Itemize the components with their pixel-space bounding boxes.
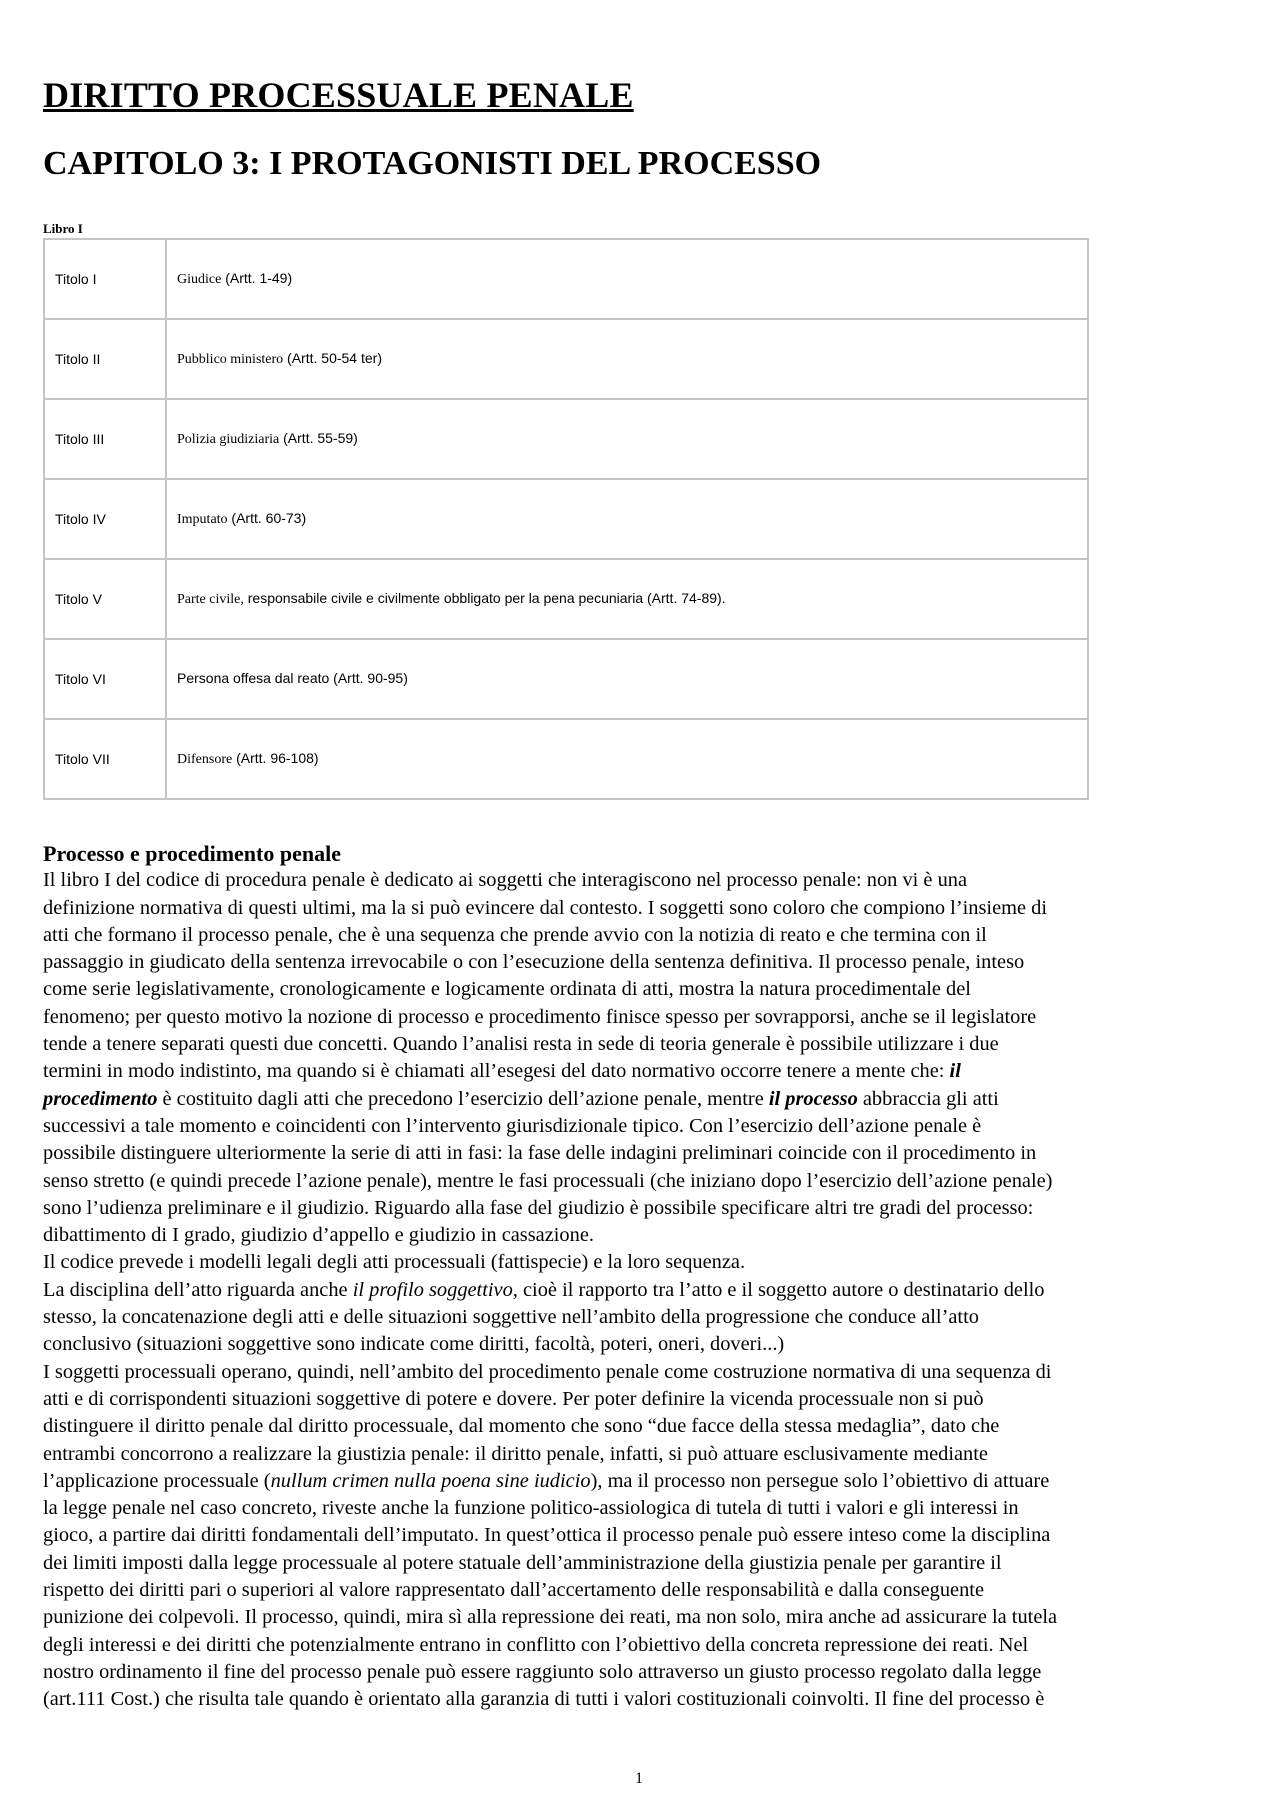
text-line bbox=[43, 1468, 1235, 1495]
text-segment: atti e di corrispondenti situazioni soggettive di potere e dovere. Per poter definire la vicenda processuale non si può bbox=[43, 1387, 984, 1410]
table-row bbox=[44, 719, 1088, 799]
text-line bbox=[43, 1249, 1235, 1276]
body-text bbox=[43, 840, 1235, 1714]
description-name: Imputato bbox=[177, 512, 228, 527]
text-line bbox=[43, 1550, 1235, 1577]
text-line bbox=[43, 1222, 1235, 1249]
text-line bbox=[43, 1686, 1235, 1713]
text-line bbox=[43, 1304, 1235, 1331]
text-line bbox=[43, 1604, 1235, 1631]
description-articles: Persona offesa dal reato (Artt. 90-95) bbox=[177, 670, 408, 686]
titolo-cell: Titolo VI bbox=[44, 639, 166, 719]
text-segment: il profilo soggettivo, bbox=[352, 1278, 518, 1301]
description-cell bbox=[166, 479, 1088, 559]
text-segment: termini in modo indistinto, ma quando si è chiamati all’esegesi del dato normativo occorre tenere a mente che: bbox=[43, 1060, 950, 1083]
chapter-title: CAPITOLO 3: I PROTAGONISTI DEL PROCESSO bbox=[43, 145, 822, 182]
text-segment: il bbox=[949, 1060, 961, 1083]
description-name: Giudice bbox=[177, 272, 222, 287]
text-segment: distinguere il diritto penale dal diritto processuale, dal momento che sono “due facce della stessa medaglia”, dato che bbox=[43, 1415, 1000, 1438]
document-title: DIRITTO PROCESSUALE PENALE bbox=[43, 75, 634, 115]
table-row bbox=[44, 239, 1088, 319]
text-segment: atti che formano il processo penale, che è una sequenza che prende avvio con la notizia di reato e che termina con il bbox=[43, 923, 987, 946]
text-line bbox=[43, 1413, 1235, 1440]
text-segment: gioco, a partire dai diritti fondamentali dell’imputato. In quest’ottica il processo penale può essere inteso come la disciplina bbox=[43, 1524, 1051, 1547]
text-segment: tende a tenere separati questi due concetti. Quando l’analisi resta in sede di teoria generale è possibile utilizzare i due bbox=[43, 1033, 999, 1056]
text-line bbox=[43, 1359, 1235, 1386]
description-name: Parte civile, bbox=[177, 592, 244, 607]
text-line bbox=[43, 1632, 1235, 1659]
text-segment: fenomeno; per questo motivo la nozione di processo e procedimento finisce spesso per sovrapporsi, anche se il legislatore bbox=[43, 1005, 1037, 1028]
text-line bbox=[43, 1113, 1235, 1140]
text-line bbox=[43, 1331, 1235, 1358]
description-articles: (Artt. 96-108) bbox=[232, 750, 319, 766]
text-segment: La disciplina dell’atto riguarda anche bbox=[43, 1278, 353, 1301]
text-segment: procedimento bbox=[43, 1087, 158, 1110]
table-row bbox=[44, 639, 1088, 719]
text-segment: abbraccia gli atti bbox=[857, 1087, 999, 1110]
text-line bbox=[43, 1495, 1235, 1522]
description-articles: (Artt. 1-49) bbox=[221, 270, 293, 286]
text-line bbox=[43, 1659, 1235, 1686]
titolo-cell: Titolo III bbox=[44, 399, 166, 479]
text-line bbox=[43, 1058, 1235, 1085]
text-segment: il processo bbox=[768, 1087, 858, 1110]
text-segment: possibile distinguere ulteriormente la serie di atti in fasi: la fase delle indagini preliminari coincide con il procedimento in bbox=[43, 1142, 1037, 1165]
text-segment: dei limiti imposti dalla legge processuale al potere statuale dell’amministrazione della giustizia penale per garantire il bbox=[43, 1551, 1002, 1574]
titolo-cell: Titolo V bbox=[44, 559, 166, 639]
titolo-cell: Titolo II bbox=[44, 319, 166, 399]
text-segment: degli interessi e dei diritti che potenzialmente entrano in conflitto con l’obiettivo della concreta repressione dei reati. Nel bbox=[43, 1633, 1029, 1656]
description-cell bbox=[166, 319, 1088, 399]
text-line bbox=[43, 1277, 1235, 1304]
description-cell bbox=[166, 639, 1088, 719]
libro-label: Libro I bbox=[43, 221, 83, 236]
description-cell bbox=[166, 559, 1088, 639]
text-line bbox=[43, 1522, 1235, 1549]
text-line bbox=[43, 1086, 1235, 1113]
description-name: Difensore bbox=[177, 752, 233, 767]
description-articles: responsabile civile e civilmente obbligato per la pena pecuniaria (Artt. 74-89). bbox=[243, 590, 726, 606]
text-segment: successivi a tale momento e coincidenti con l’intervento giurisdizionale tipico. Con l’esercizio dell’azione penale è bbox=[43, 1114, 982, 1137]
text-segment: sono l’udienza preliminare e il giudizio. Riguardo alla fase del giudizio è possibile specificare altri tre gradi del processo: bbox=[43, 1196, 1034, 1219]
text-segment: nostro ordinamento il fine del processo penale può essere raggiunto solo attraverso un giusto processo regolato dalla legge bbox=[43, 1660, 1042, 1683]
text-line bbox=[43, 1195, 1235, 1222]
text-line bbox=[43, 867, 1235, 894]
description-name: Polizia giudiziaria bbox=[177, 432, 280, 447]
text-segment: è costituito dagli atti che precedono l’esercizio dell’azione penale, mentre bbox=[157, 1087, 769, 1110]
text-segment: stesso, la concatenazione degli atti e delle situazioni soggettive nell’ambito della progressione che conduce all’atto bbox=[43, 1306, 979, 1329]
table-row bbox=[44, 319, 1088, 399]
text-segment: cioè il rapporto tra l’atto e il soggetto autore o destinatario dello bbox=[517, 1278, 1045, 1301]
text-segment: l’applicazione processuale ( bbox=[43, 1469, 271, 1492]
titolo-cell: Titolo VII bbox=[44, 719, 166, 799]
text-segment: entrambi concorrono a realizzare la giustizia penale: il diritto penale, infatti, si può attuare esclusivamente mediante bbox=[43, 1442, 988, 1465]
text-segment: dibattimento di I grado, giudizio d’appello e giudizio in cassazione. bbox=[43, 1224, 594, 1247]
description-articles: (Artt. 50-54 ter) bbox=[283, 350, 382, 366]
titolo-cell: Titolo IV bbox=[44, 479, 166, 559]
text-line bbox=[43, 1140, 1235, 1167]
description-cell bbox=[166, 399, 1088, 479]
text-segment: ), ma il processo non persegue solo l’obiettivo di attuare bbox=[590, 1469, 1050, 1492]
table-row bbox=[44, 479, 1088, 559]
text-line bbox=[43, 895, 1235, 922]
table-row bbox=[44, 559, 1088, 639]
text-segment: rispetto dei diritti pari o superiori al valore rappresentato dall’accertamento delle responsabilità e dalla conseguente bbox=[43, 1579, 984, 1602]
description-cell bbox=[166, 719, 1088, 799]
text-segment: passaggio in giudicato della sentenza irrevocabile o con l’esecuzione della sentenza definitiva. Il processo penale, inteso bbox=[43, 951, 1025, 974]
text-segment: senso stretto (e quindi precede l’azione penale), mentre le fasi processuali (che iniziano dopo l’esercizio dell’azione penale) bbox=[43, 1169, 1053, 1192]
text-segment: punizione dei colpevoli. Il processo, quindi, mira sì alla repressione dei reati, ma non solo, mira anche ad assicurare la tutela bbox=[43, 1606, 1058, 1629]
text-line bbox=[43, 1577, 1235, 1604]
text-line bbox=[43, 1441, 1235, 1468]
text-segment: la legge penale nel caso concreto, riveste anche la funzione politico-assiologica di tutela di tutti i valori e gli interessi in bbox=[43, 1497, 1019, 1520]
description-articles: (Artt. 55-59) bbox=[279, 430, 358, 446]
description-articles: (Artt. 60-73) bbox=[227, 510, 307, 526]
text-line bbox=[43, 922, 1235, 949]
section-heading: Processo e procedimento penale bbox=[43, 841, 341, 866]
titolo-cell: Titolo I bbox=[44, 239, 166, 319]
description-cell bbox=[166, 239, 1088, 319]
paragraph bbox=[43, 867, 1235, 1713]
text-segment: definizione normativa di questi ultimi, ma la si può evincere dal contesto. I soggetti sono coloro che compiono l’insieme di bbox=[43, 896, 1047, 919]
text-segment: Il libro I del codice di procedura penale è dedicato ai soggetti che interagiscono nel processo penale: non vi è una bbox=[43, 869, 968, 892]
titles-table bbox=[43, 238, 1089, 800]
text-segment: I soggetti processuali operano, quindi, nell’ambito del procedimento penale come costruzione normativa di una sequenza di bbox=[43, 1360, 1052, 1383]
text-segment: come serie legislativamente, cronologicamente e logicamente ordinata di atti, mostra la natura procedimentale del bbox=[43, 978, 971, 1001]
text-line bbox=[43, 1004, 1235, 1031]
text-segment: conclusivo (situazioni soggettive sono indicate come diritti, facoltà, poteri, oneri, doveri...) bbox=[43, 1333, 785, 1356]
table-row bbox=[44, 399, 1088, 479]
page-number: 1 bbox=[635, 1770, 643, 1787]
text-segment: nullum crimen nulla poena sine iudicio bbox=[270, 1469, 591, 1492]
description-name: Pubblico ministero bbox=[177, 352, 284, 367]
text-segment: Il codice prevede i modelli legali degli atti processuali (fattispecie) e la loro sequenza. bbox=[43, 1251, 746, 1274]
text-line bbox=[43, 1386, 1235, 1413]
text-line bbox=[43, 1031, 1235, 1058]
text-segment: (art.111 Cost.) che risulta tale quando è orientato alla garanzia di tutti i valori costituzionali coinvolti. Il fine del processo è bbox=[43, 1688, 1045, 1711]
text-line bbox=[43, 976, 1235, 1003]
text-line bbox=[43, 949, 1235, 976]
text-line bbox=[43, 1168, 1235, 1195]
